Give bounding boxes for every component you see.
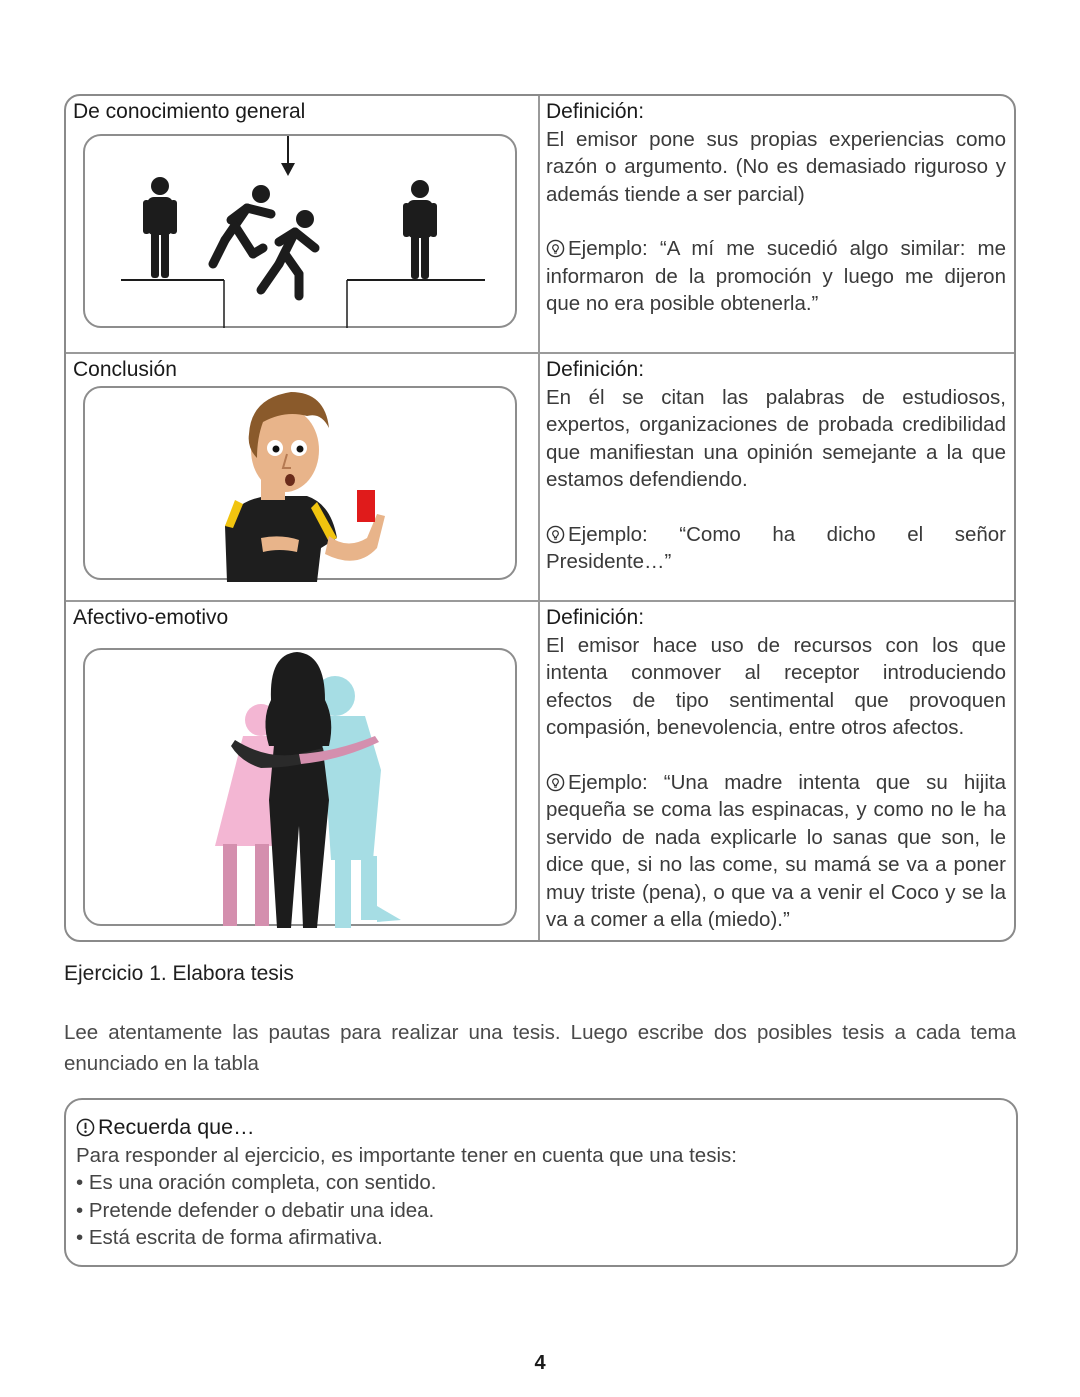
- table-row: [66, 600, 1014, 942]
- page-number: 4: [534, 1352, 546, 1374]
- list-item: • Está escrita de forma afirmativa.: [76, 1224, 1006, 1252]
- argument-types-table: [64, 94, 1016, 942]
- remember-title-text: Recuerda que…: [98, 1115, 255, 1139]
- definition-label: Definición:: [546, 100, 645, 123]
- illustration-frame: [83, 386, 517, 580]
- definition-cell: [546, 356, 1006, 576]
- example-content: Ejemplo: “Una madre intenta que su hijita pequeña se coma las espinacas, y como no le ha servido de nada explicarle lo sanas que son, le dice que, si no las come, su mamá se va a poner muy triste (pena), o que va a venir el Coco y se la va a comer a ella (miedo).”: [546, 770, 1006, 931]
- family-hug-silhouette-illustration: [85, 650, 519, 928]
- definition-cell: [546, 604, 1006, 934]
- example-text: [546, 521, 1006, 576]
- lightbulb-icon: [546, 525, 565, 544]
- lightbulb-icon: [546, 239, 565, 258]
- table-row: [66, 96, 1014, 352]
- definition-label: Definición:: [546, 358, 645, 381]
- example-text: [546, 235, 1006, 318]
- exercise-instructions: Lee atentamente las pautas para realizar una tesis. Luego escribe dos posibles tesis a cada tema enunciado en la tabla: [64, 1021, 1016, 1075]
- row-title: De conocimiento general: [73, 100, 306, 123]
- remember-title: [76, 1114, 1006, 1142]
- list-item: • Pretende defender o debatir una idea.: [76, 1197, 1006, 1225]
- example-text: [546, 769, 1006, 934]
- illustration-frame: [83, 648, 517, 926]
- definition-cell: [546, 98, 1006, 318]
- definition-label: Definición:: [546, 606, 645, 629]
- table-row: [66, 352, 1014, 602]
- lightbulb-icon: [546, 773, 565, 792]
- list-item: • Es una oración completa, con sentido.: [76, 1169, 1006, 1197]
- definition-text: El emisor pone sus propias experiencias como razón o argumento. (No es demasiado riguroso y además tiende a ser parcial): [546, 127, 1006, 206]
- exercise-title: Ejercicio 1. Elabora tesis: [64, 962, 294, 985]
- row-title: Afectivo-emotivo: [73, 606, 229, 629]
- row-title: Conclusión: [73, 358, 177, 381]
- remember-box: [64, 1098, 1018, 1267]
- remember-list: [76, 1169, 1006, 1252]
- definition-text: El emisor hace uso de recursos con los que intenta conmover al receptor introduciendo efectos de tipo sentimental que provoquen compasión, benevolencia, entre otros afectos.: [546, 633, 1006, 739]
- example-content: Ejemplo: “A mí me sucedió algo similar: me informaron de la promoción y luego me dijeron que no era posible obtenerla.”: [546, 237, 1006, 315]
- exclamation-circle-icon: [76, 1118, 95, 1137]
- example-content: Ejemplo: “Como ha dicho el señor Presidente…”: [546, 522, 1006, 573]
- people-jumping-gap-illustration: [85, 136, 519, 330]
- remember-intro: Para responder al ejercicio, es importante tener en cuenta que una tesis:: [76, 1143, 737, 1167]
- referee-red-card-illustration: [85, 388, 519, 582]
- illustration-frame: [83, 134, 517, 328]
- definition-text: En él se citan las palabras de estudiosos, expertos, organizaciones de probada credibilidad que manifiestan una opinión semejante a la que estamos defendiendo.: [546, 385, 1006, 491]
